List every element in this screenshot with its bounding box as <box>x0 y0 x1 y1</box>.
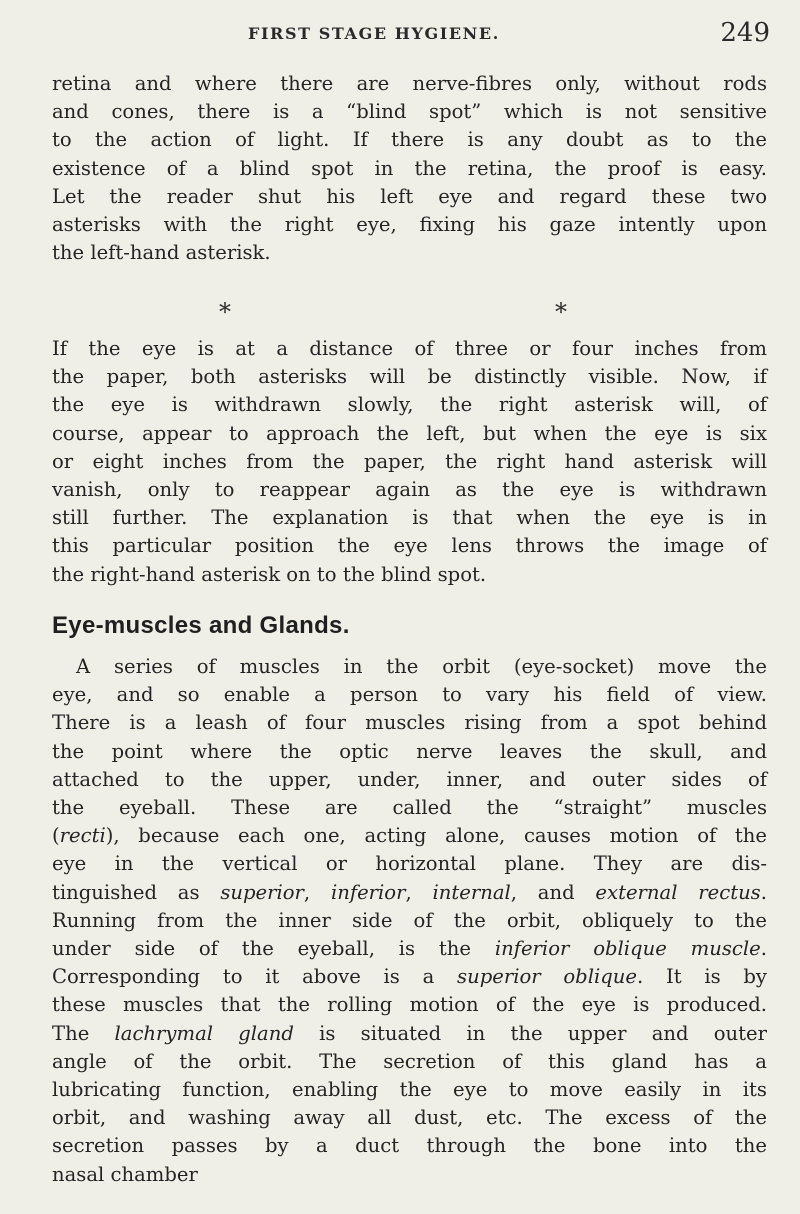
text-line: nasal chamber <box>52 1162 198 1186</box>
text-line <box>52 879 767 907</box>
text-run: tinguished as <box>52 880 221 904</box>
text-run: is situated in the upper and outer <box>293 1021 768 1045</box>
italic-term: lachrymal gland <box>114 1021 294 1045</box>
text-line: lubricating function, enabling the eye to move easily in its <box>52 1078 767 1102</box>
section-heading: Eye-muscles and Glands. <box>52 612 350 639</box>
text-line: retina and where there are nerve-fibres only, without rods <box>52 72 767 95</box>
text-run: under side of the eyeball, is the <box>52 937 495 961</box>
text-line: still further. The explanation is that when the eye is in <box>52 506 767 530</box>
right-asterisk: * <box>555 298 567 326</box>
text-line: the eye is withdrawn slowly, the right asterisk will, of <box>52 393 767 417</box>
italic-term: inferior oblique muscle <box>494 937 761 961</box>
text-run: ), because each one, acting alone, causes motion of the <box>105 824 767 848</box>
text-line: existence of a blind spot in the retina, the proof is easy. <box>52 156 767 180</box>
blind-spot-test-asterisks <box>0 298 800 330</box>
text-line <box>52 935 767 963</box>
text-line: asterisks with the right eye, fixing his gaze intently upon <box>52 213 767 237</box>
text-line: course, appear to approach the left, but when the eye is six <box>52 421 767 445</box>
page-header <box>0 20 800 54</box>
text-line: the right-hand asterisk on to the blind spot. <box>52 562 487 586</box>
text-line: the eyeball. These are called the “straight” muscles <box>52 796 767 820</box>
text-line: and cones, there is a “blind spot” which is not sensitive <box>52 100 767 124</box>
text-run: . <box>760 937 767 961</box>
text-run: , and <box>510 880 596 904</box>
text-line: angle of the orbit. The secretion of this gland has a <box>52 1049 767 1073</box>
text-run: , <box>405 880 433 904</box>
italic-term: external rectus <box>595 880 761 904</box>
paragraph-eye-muscles <box>52 653 767 1189</box>
text-line: If the eye is at a distance of three or four inches from <box>52 337 767 360</box>
text-line: orbit, and washing away all dust, etc. The excess of the <box>52 1106 767 1130</box>
italic-term: inferior <box>330 880 406 904</box>
text-line: eye in the vertical or horizontal plane. They are dis- <box>52 852 767 876</box>
left-asterisk: * <box>219 298 231 326</box>
text-run: , <box>303 880 331 904</box>
text-line: vanish, only to reappear again as the eye is withdrawn <box>52 478 767 502</box>
paragraph-asterisk-experiment <box>52 335 767 589</box>
text-line: There is a leash of four muscles rising from a spot behind <box>52 711 767 735</box>
text-line: secretion passes by a duct through the bone into the <box>52 1134 767 1158</box>
text-line: this particular position the eye lens throws the image of <box>52 534 767 558</box>
text-run: The <box>52 1021 115 1045</box>
text-line: Running from the inner side of the orbit, obliquely to the <box>52 908 767 932</box>
text-line <box>52 1020 767 1048</box>
text-run: . It is by <box>637 965 767 989</box>
text-line: or eight inches from the paper, the right hand asterisk will <box>52 449 767 473</box>
running-head: FIRST STAGE HYGIENE. <box>248 24 500 43</box>
text-line: A series of muscles in the orbit (eye-socket) move the <box>76 655 767 678</box>
text-line <box>52 822 767 850</box>
italic-term: superior oblique <box>457 965 638 989</box>
page-number: 249 <box>720 18 770 48</box>
italic-term: recti <box>59 824 106 848</box>
text-line: the point where the optic nerve leaves the skull, and <box>52 739 767 763</box>
text-line <box>52 963 767 991</box>
italic-term: internal <box>432 880 511 904</box>
text-run: . <box>760 880 767 904</box>
text-line: the paper, both asterisks will be distinctly visible. Now, if <box>52 365 767 389</box>
text-line: the left-hand asterisk. <box>52 241 271 265</box>
text-line: attached to the upper, under, inner, and outer sides of <box>52 767 767 791</box>
text-line: to the action of light. If there is any doubt as to the <box>52 128 767 152</box>
text-line: eye, and so enable a person to vary his field of view. <box>52 683 767 707</box>
paragraph-blind-spot <box>52 70 767 267</box>
italic-term: superior <box>220 880 304 904</box>
text-line: these muscles that the rolling motion of the eye is produced. <box>52 993 767 1017</box>
text-line: Let the reader shut his left eye and regard these two <box>52 184 767 208</box>
text-run: ( <box>52 824 60 848</box>
text-run: Corresponding to it above is a <box>52 965 458 989</box>
